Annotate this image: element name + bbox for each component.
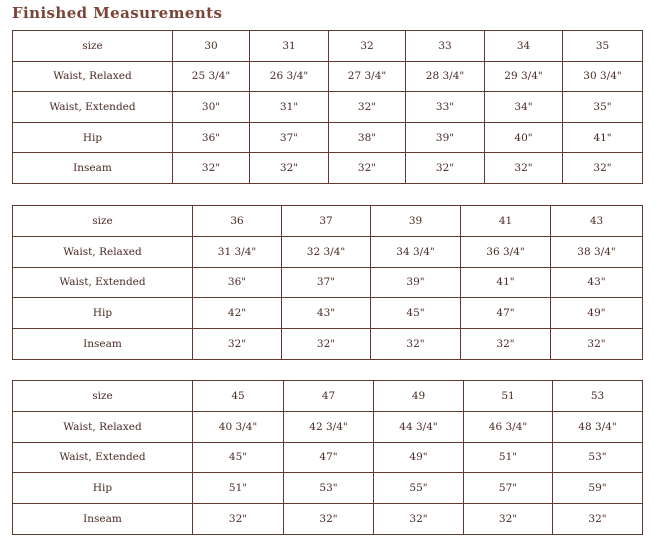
- measurements-table-1: [12, 30, 643, 184]
- waist-extended-cell: 35": [563, 92, 643, 123]
- size-cell: 45: [193, 381, 284, 412]
- hip-cell: 41": [563, 122, 643, 153]
- row-label-size: size: [13, 206, 193, 237]
- row-label-waist-relaxed: Waist, Relaxed: [13, 61, 173, 92]
- waist-relaxed-cell: 48 3/4": [553, 411, 643, 442]
- size-cell: 51: [464, 381, 553, 412]
- waist-relaxed-cell: 25 3/4": [173, 61, 250, 92]
- waist-relaxed-cell: 31 3/4": [193, 236, 282, 267]
- waist-extended-cell: 31": [250, 92, 329, 123]
- waist-extended-cell: 34": [485, 92, 563, 123]
- row-label-inseam: Inseam: [13, 504, 193, 535]
- row-label-hip: Hip: [13, 473, 193, 504]
- inseam-cell: 32": [282, 329, 371, 360]
- inseam-cell: 32": [173, 153, 250, 184]
- waist-relaxed-row: [13, 236, 643, 267]
- inseam-cell: 32": [553, 504, 643, 535]
- row-label-waist-relaxed: Waist, Relaxed: [13, 411, 193, 442]
- waist-extended-cell: 47": [284, 442, 374, 473]
- waist-extended-cell: 36": [193, 267, 282, 298]
- hip-row: [13, 122, 643, 153]
- waist-relaxed-cell: 32 3/4": [282, 236, 371, 267]
- waist-relaxed-cell: 44 3/4": [374, 411, 464, 442]
- waist-relaxed-row: [13, 411, 643, 442]
- size-cell: 34: [485, 31, 563, 62]
- hip-cell: 51": [193, 473, 284, 504]
- waist-relaxed-cell: 30 3/4": [563, 61, 643, 92]
- waist-relaxed-cell: 34 3/4": [371, 236, 461, 267]
- size-cell: 49: [374, 381, 464, 412]
- waist-extended-cell: 49": [374, 442, 464, 473]
- waist-relaxed-cell: 40 3/4": [193, 411, 284, 442]
- waist-relaxed-cell: 29 3/4": [485, 61, 563, 92]
- row-label-waist-extended: Waist, Extended: [13, 442, 193, 473]
- size-cell: 43: [551, 206, 643, 237]
- inseam-cell: 32": [563, 153, 643, 184]
- inseam-cell: 32": [485, 153, 563, 184]
- inseam-cell: 32": [406, 153, 485, 184]
- waist-relaxed-cell: 36 3/4": [461, 236, 551, 267]
- size-cell: 35: [563, 31, 643, 62]
- waist-relaxed-cell: 26 3/4": [250, 61, 329, 92]
- waist-extended-row: [13, 267, 643, 298]
- hip-cell: 42": [193, 298, 282, 329]
- inseam-cell: 32": [193, 504, 284, 535]
- size-row: [13, 206, 643, 237]
- waist-relaxed-cell: 27 3/4": [329, 61, 406, 92]
- inseam-row: [13, 153, 643, 184]
- size-row: [13, 31, 643, 62]
- size-cell: 39: [371, 206, 461, 237]
- waist-relaxed-cell: 46 3/4": [464, 411, 553, 442]
- hip-cell: 53": [284, 473, 374, 504]
- inseam-cell: 32": [329, 153, 406, 184]
- measurements-table-2: [12, 205, 643, 360]
- hip-cell: 45": [371, 298, 461, 329]
- size-row: [13, 381, 643, 412]
- hip-cell: 37": [250, 122, 329, 153]
- inseam-cell: 32": [250, 153, 329, 184]
- inseam-row: [13, 329, 643, 360]
- inseam-cell: 32": [461, 329, 551, 360]
- hip-cell: 55": [374, 473, 464, 504]
- inseam-row: [13, 504, 643, 535]
- waist-extended-row: [13, 92, 643, 123]
- row-label-size: size: [13, 31, 173, 62]
- size-cell: 33: [406, 31, 485, 62]
- hip-cell: 49": [551, 298, 643, 329]
- waist-relaxed-row: [13, 61, 643, 92]
- size-cell: 47: [284, 381, 374, 412]
- size-cell: 32: [329, 31, 406, 62]
- inseam-cell: 32": [464, 504, 553, 535]
- waist-extended-cell: 51": [464, 442, 553, 473]
- waist-extended-cell: 45": [193, 442, 284, 473]
- waist-extended-row: [13, 442, 643, 473]
- row-label-waist-relaxed: Waist, Relaxed: [13, 236, 193, 267]
- waist-extended-cell: 39": [371, 267, 461, 298]
- hip-cell: 47": [461, 298, 551, 329]
- hip-cell: 59": [553, 473, 643, 504]
- inseam-cell: 32": [193, 329, 282, 360]
- hip-row: [13, 298, 643, 329]
- row-label-waist-extended: Waist, Extended: [13, 92, 173, 123]
- size-cell: 53: [553, 381, 643, 412]
- hip-cell: 43": [282, 298, 371, 329]
- waist-extended-cell: 43": [551, 267, 643, 298]
- waist-extended-cell: 30": [173, 92, 250, 123]
- inseam-cell: 32": [284, 504, 374, 535]
- measurements-table-3: [12, 380, 643, 535]
- row-label-waist-extended: Waist, Extended: [13, 267, 193, 298]
- row-label-hip: Hip: [13, 298, 193, 329]
- waist-extended-cell: 32": [329, 92, 406, 123]
- size-cell: 36: [193, 206, 282, 237]
- size-cell: 30: [173, 31, 250, 62]
- inseam-cell: 32": [374, 504, 464, 535]
- hip-row: [13, 473, 643, 504]
- hip-cell: 36": [173, 122, 250, 153]
- row-label-hip: Hip: [13, 122, 173, 153]
- hip-cell: 38": [329, 122, 406, 153]
- waist-relaxed-cell: 38 3/4": [551, 236, 643, 267]
- inseam-cell: 32": [551, 329, 643, 360]
- row-label-size: size: [13, 381, 193, 412]
- hip-cell: 39": [406, 122, 485, 153]
- waist-relaxed-cell: 42 3/4": [284, 411, 374, 442]
- waist-extended-cell: 37": [282, 267, 371, 298]
- hip-cell: 40": [485, 122, 563, 153]
- hip-cell: 57": [464, 473, 553, 504]
- waist-extended-cell: 41": [461, 267, 551, 298]
- size-cell: 37: [282, 206, 371, 237]
- waist-relaxed-cell: 28 3/4": [406, 61, 485, 92]
- row-label-inseam: Inseam: [13, 329, 193, 360]
- waist-extended-cell: 53": [553, 442, 643, 473]
- inseam-cell: 32": [371, 329, 461, 360]
- row-label-inseam: Inseam: [13, 153, 173, 184]
- waist-extended-cell: 33": [406, 92, 485, 123]
- page-title: Finished Measurements: [12, 4, 223, 22]
- size-cell: 41: [461, 206, 551, 237]
- size-cell: 31: [250, 31, 329, 62]
